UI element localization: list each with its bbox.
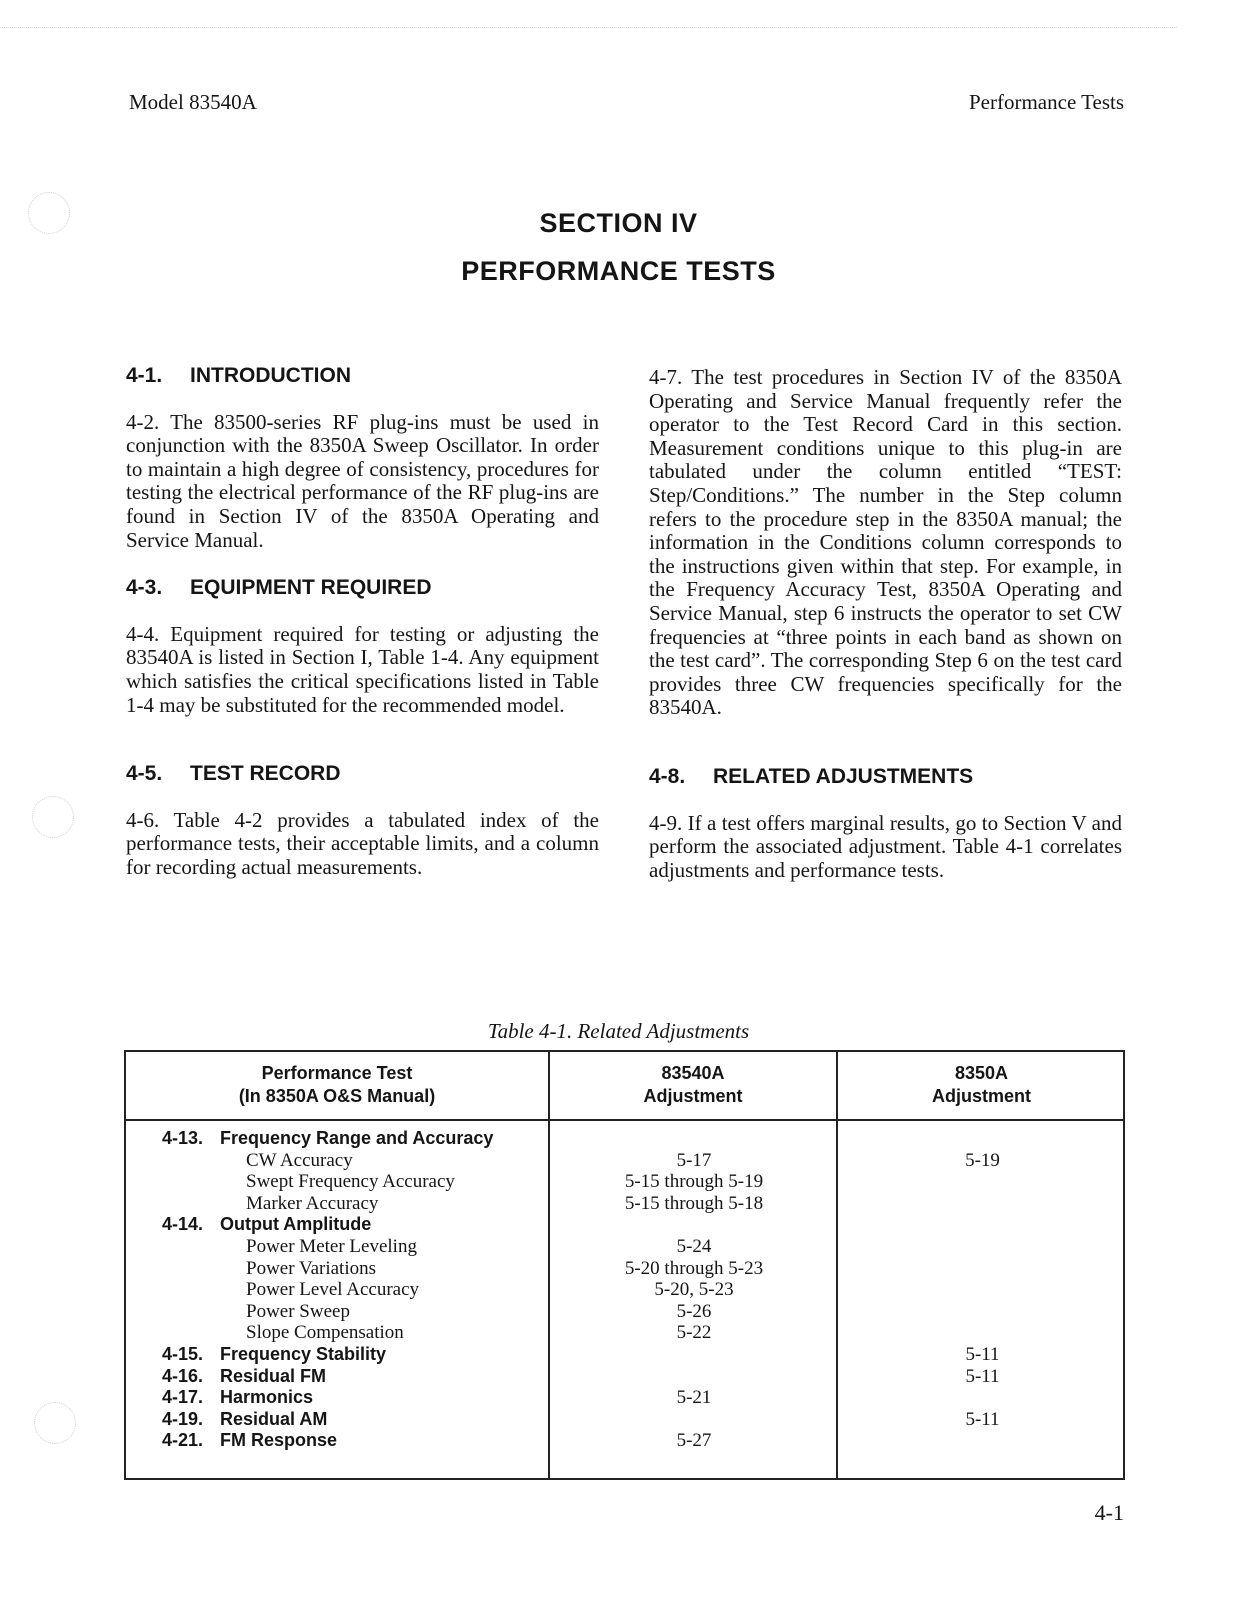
paragraph-4-4: 4-4. Equipment required for testing or adjusting the 83540A is listed in Section I, Table 1-4. Any equipment which satisfies the critical specifications listed in Table 1-4 may be substituted for the recommended model. bbox=[126, 621, 599, 717]
test-subitem-name: Slope Compensation bbox=[246, 1322, 404, 1344]
running-header-model: Model 83540A bbox=[129, 90, 257, 114]
performance-test-cell bbox=[162, 1344, 386, 1366]
left-column bbox=[126, 364, 599, 880]
performance-test-cell bbox=[162, 1301, 350, 1323]
heading-test-record: 4-5. TEST RECORD bbox=[126, 762, 341, 786]
table-row bbox=[126, 1236, 1123, 1258]
test-subitem-name: Swept Frequency Accuracy bbox=[246, 1171, 455, 1193]
performance-test-cell bbox=[162, 1430, 337, 1452]
test-number: 4-19. bbox=[162, 1408, 204, 1429]
adjustment-8350a-cell: 5-11 bbox=[965, 1408, 1000, 1430]
test-number: 4-16. bbox=[162, 1365, 204, 1386]
test-number: 4-14. bbox=[162, 1214, 204, 1235]
table-row bbox=[126, 1193, 1123, 1215]
paragraph-4-6: 4-6. Table 4-2 provides a tabulated index of the performance tests, their acceptable limits, and a column for recording actual measurements. bbox=[126, 807, 599, 879]
adjustment-83540a-cell: 5-20, 5-23 bbox=[654, 1279, 734, 1301]
adjustment-83540a-cell: 5-27 bbox=[676, 1430, 712, 1452]
performance-test-cell bbox=[162, 1236, 417, 1258]
table-row bbox=[126, 1128, 1123, 1150]
heading-equipment-required: 4-3. EQUIPMENT REQUIRED bbox=[126, 576, 432, 600]
page-number: 4-1 bbox=[1094, 1500, 1124, 1525]
column-header-8350a-adjustment: 8350A Adjustment bbox=[932, 1063, 1031, 1106]
column-header-performance-test: Performance Test (In 8350A O&S Manual) bbox=[238, 1063, 436, 1106]
section-number-title: SECTION IV bbox=[539, 208, 698, 238]
table-row bbox=[126, 1150, 1123, 1172]
table-caption: Table 4-1. Related Adjustments bbox=[487, 1019, 750, 1043]
table-row bbox=[126, 1366, 1123, 1388]
performance-test-cell bbox=[162, 1171, 455, 1193]
adjustment-83540a-cell: 5-21 bbox=[676, 1387, 712, 1409]
performance-test-cell bbox=[162, 1279, 419, 1301]
adjustment-83540a-cell: 5-26 bbox=[676, 1300, 712, 1322]
test-subitem-name: Power Variations bbox=[246, 1257, 376, 1279]
table-row bbox=[126, 1301, 1123, 1323]
test-group-name: FM Response bbox=[220, 1430, 338, 1451]
performance-test-cell bbox=[162, 1128, 493, 1150]
performance-test-cell bbox=[162, 1150, 353, 1172]
paragraph-4-2: 4-2. The 83500-series RF plug-ins must be used in conjunction with the 8350A Sweep Oscillator. In order to maintain a high degree of consistency, procedures for testing the electrical performance of the RF plug-ins are found in Section IV of the 8350A Operating and Service Manual. bbox=[126, 409, 599, 552]
section-name-title: PERFORMANCE TESTS bbox=[461, 256, 776, 286]
test-subitem-name: CW Accuracy bbox=[246, 1149, 353, 1171]
test-subitem-name: Power Level Accuracy bbox=[246, 1279, 420, 1301]
adjustment-83540a-cell: 5-17 bbox=[676, 1149, 712, 1171]
test-number: 4-21. bbox=[162, 1430, 204, 1451]
performance-test-cell bbox=[162, 1409, 327, 1431]
adjustment-8350a-cell: 5-11 bbox=[965, 1343, 1000, 1365]
heading-introduction: 4-1. INTRODUCTION bbox=[126, 364, 351, 387]
test-group-name: Frequency Stability bbox=[220, 1343, 387, 1364]
test-group-name: Output Amplitude bbox=[220, 1214, 372, 1235]
test-subitem-name: Marker Accuracy bbox=[246, 1192, 379, 1214]
scan-edge-line bbox=[0, 27, 1177, 28]
adjustment-8350a-cell: 5-19 bbox=[965, 1149, 1000, 1171]
performance-test-cell bbox=[162, 1214, 371, 1236]
punch-hole-bottom bbox=[34, 1402, 76, 1444]
table-row bbox=[126, 1409, 1123, 1431]
table-row bbox=[126, 1387, 1123, 1409]
performance-test-cell bbox=[162, 1387, 313, 1409]
column-header-83540a-adjustment: 83540A Adjustment bbox=[643, 1063, 743, 1106]
test-subitem-name: Power Meter Leveling bbox=[246, 1235, 417, 1257]
test-group-name: Harmonics bbox=[220, 1387, 314, 1408]
performance-test-cell bbox=[162, 1366, 326, 1388]
performance-test-cell bbox=[162, 1322, 404, 1344]
adjustment-83540a-cell: 5-24 bbox=[676, 1235, 712, 1257]
test-group-name: Residual AM bbox=[220, 1408, 328, 1429]
paragraph-4-9: 4-9. If a test offers marginal results, go to Section V and perform the associated adjustment. Table 4-1 correlates adjustments and performance tests. bbox=[649, 810, 1122, 882]
table-row bbox=[126, 1430, 1123, 1452]
punch-hole-middle bbox=[32, 796, 74, 838]
adjustment-83540a-cell: 5-20 through 5-23 bbox=[624, 1257, 764, 1279]
test-group-name: Residual FM bbox=[220, 1365, 327, 1386]
related-adjustments-table bbox=[124, 1050, 1125, 1480]
adjustment-83540a-cell: 5-15 through 5-18 bbox=[624, 1192, 764, 1214]
paragraph-4-7: 4-7. The test procedures in Section IV of the 8350A Operating and Service Manual frequently refer the operator to the Test Record Card in this section. Measurement conditions unique to this plug-in are tabulated under the column entitled “TEST: Step/Conditions.” The number in the Step column refers to the procedure step in the 8350A manual; the information in the Conditions column corresponds to the instructions given within that step. For example, in the Frequency Accuracy Test, 8350A Operating and Service Manual, step 6 instructs the operator to set CW frequencies at “three points in each band as shown on the test card”. The corresponding Step 6 on the test card provides three CW frequencies specifically for the 83540A. bbox=[649, 365, 1122, 720]
table-body bbox=[126, 1128, 1123, 1452]
adjustment-8350a-cell: 5-11 bbox=[965, 1365, 1000, 1387]
right-column bbox=[649, 366, 1122, 882]
performance-test-cell bbox=[162, 1193, 378, 1215]
table-row bbox=[126, 1171, 1123, 1193]
test-number: 4-17. bbox=[162, 1387, 204, 1408]
test-group-name: Frequency Range and Accuracy bbox=[220, 1128, 494, 1148]
table-row bbox=[126, 1258, 1123, 1280]
heading-related-adjustments: 4-8. RELATED ADJUSTMENTS bbox=[649, 764, 974, 788]
adjustment-83540a-cell: 5-15 through 5-19 bbox=[624, 1171, 764, 1193]
running-header-chapter: Performance Tests bbox=[968, 90, 1124, 114]
table-row bbox=[126, 1279, 1123, 1301]
test-number: 4-15. bbox=[162, 1343, 204, 1364]
table-row bbox=[126, 1344, 1123, 1366]
performance-test-cell bbox=[162, 1258, 376, 1280]
test-subitem-name: Power Sweep bbox=[246, 1300, 350, 1322]
adjustment-83540a-cell: 5-22 bbox=[676, 1322, 712, 1344]
table-row bbox=[126, 1214, 1123, 1236]
table-header-rule bbox=[126, 1119, 1123, 1121]
test-number: 4-13. bbox=[162, 1128, 204, 1148]
table-row bbox=[126, 1322, 1123, 1344]
